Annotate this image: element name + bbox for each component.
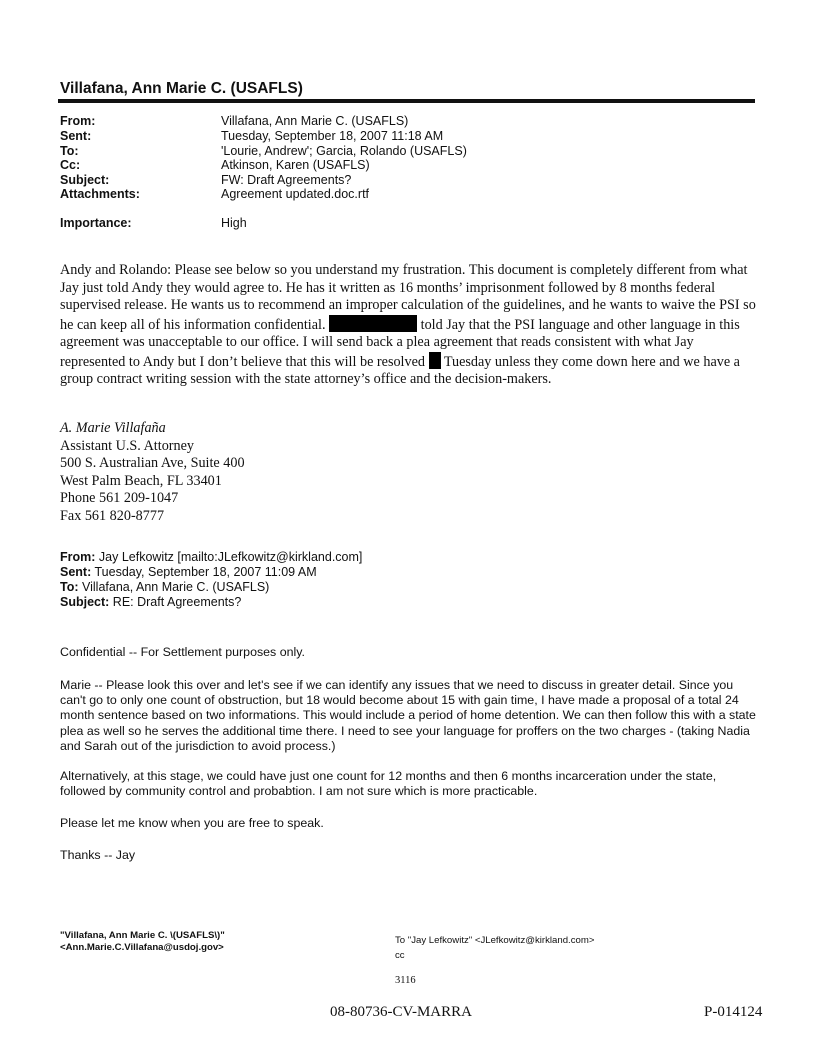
fwd-subject-label: Subject: <box>60 595 110 609</box>
sent-value: Tuesday, September 18, 2007 11:18 AM <box>221 129 444 143</box>
fwd-from-value[interactable]: Jay Lefkowitz [mailto:JLefkowitz@kirkland.com] <box>98 550 363 564</box>
signature-name: A. Marie Villafaña <box>60 420 166 436</box>
fwd-closing: Thanks -- Jay <box>60 848 136 862</box>
attachment-file[interactable]: Agreement updated.doc.rtf <box>221 187 370 201</box>
fwd-sent-value: Tuesday, September 18, 2007 11:09 AM <box>94 565 317 579</box>
fwd-subject-value: RE: Draft Agreements? <box>112 595 242 609</box>
to-value: 'Lourie, Andrew'; Garcia, Rolando (USAFLS) <box>221 144 467 158</box>
confidential-notice: Confidential -- For Settlement purposes only. <box>60 645 305 659</box>
cc-value: Atkinson, Karen (USAFLS) <box>221 158 370 172</box>
fwd-to <box>60 580 269 596</box>
to-label: To: <box>60 144 79 158</box>
subject-label: Subject: <box>60 173 110 187</box>
importance-label: Importance: <box>60 216 132 230</box>
cc-label: Cc: <box>60 158 81 172</box>
fwd-subject <box>60 595 241 611</box>
message-part-1: Andy and Rolando: Please see below so you understand my frustration. This document is completely different from what Jay just told Andy they would agree to. He has it written as 16 months’ imprisonment followed by 8 months federal supervised release. He wants us to recommend an improper calculation of the guidelines, and he wants to waive the PSI so he can keep all of his information confidential. <box>60 262 756 333</box>
footer-to-line: To "Jay Lefkowitz" <JLefkowitz@kirkland.com> <box>395 935 595 946</box>
fwd-from <box>60 550 362 566</box>
footer-sender-email: <Ann.Marie.C.Villafana@usdoj.gov> <box>60 941 224 953</box>
fwd-to-value: Villafana, Ann Marie C. (USAFLS) <box>82 580 270 594</box>
fwd-paragraph-2: Alternatively, at this stage, we could have just one count for 12 months and then 6 months incarceration under the state, followed by community control and probabtion. I am not sure which is more practicable. <box>60 769 717 799</box>
footer-cc-line: cc <box>395 950 405 961</box>
page-number: 3116 <box>395 975 416 986</box>
title-rule <box>58 99 755 103</box>
importance-value: High <box>221 216 247 230</box>
message-part-3: Tuesday unless they come down here and we have a group contract writing session with the state attorney’s office and the decision-makers. <box>60 353 740 387</box>
message-part-2: told Jay that the PSI language and other language in this agreement was unacceptable to our office. I will send back a plea agreement that reads consistent with what Jay represented to Andy but I don’t believe that this will be resolved <box>60 316 740 370</box>
fwd-paragraph-3: Please let me know when you are free to speak. <box>60 816 324 830</box>
signature-address-2: West Palm Beach, FL 33401 <box>60 472 222 489</box>
signature-fax: Fax 561 820-8777 <box>60 507 165 524</box>
case-number: 08-80736-CV-MARRA <box>330 1004 472 1020</box>
subject-value: FW: Draft Agreements? <box>221 173 352 187</box>
redaction-block <box>429 352 441 369</box>
signature-phone: Phone 561 209-1047 <box>60 490 179 507</box>
fwd-from-label: From: <box>60 550 96 564</box>
bates-number: P-014124 <box>704 1004 763 1020</box>
signature-title: Assistant U.S. Attorney <box>60 437 194 454</box>
attachments-label: Attachments: <box>60 187 140 201</box>
redaction-block <box>329 315 417 332</box>
email-title: Villafana, Ann Marie C. (USAFLS) <box>60 80 303 97</box>
fwd-to-label: To: <box>60 580 79 594</box>
footer-sender <box>60 930 225 953</box>
from-value: Villafana, Ann Marie C. (USAFLS) <box>221 114 409 128</box>
fwd-sent-label: Sent: <box>60 565 92 579</box>
fwd-paragraph-1: Marie -- Please look this over and let's see if we can identify any issues that we need to discuss in greater detail. Since you can't go to only one count of obstruction, but 18 would become about 15 with gain time, I have made a proposal of a total 24 month sentence based on two informations. This would include a period of home detention. We can then follow this with a state plea as well so he serves the additional time there. I need to see your language for proffers on the two charges - (taking Nadia and Sarah out of the jurisdiction to avoid process.) <box>60 678 756 753</box>
message-body <box>60 262 760 389</box>
from-label: From: <box>60 114 96 128</box>
footer-sender-name: "Villafana, Ann Marie C. \(USAFLS\)" <box>60 930 225 941</box>
signature-block <box>60 420 245 526</box>
signature-address-1: 500 S. Australian Ave, Suite 400 <box>60 455 245 472</box>
fwd-sent <box>60 565 317 581</box>
sent-label: Sent: <box>60 129 92 143</box>
